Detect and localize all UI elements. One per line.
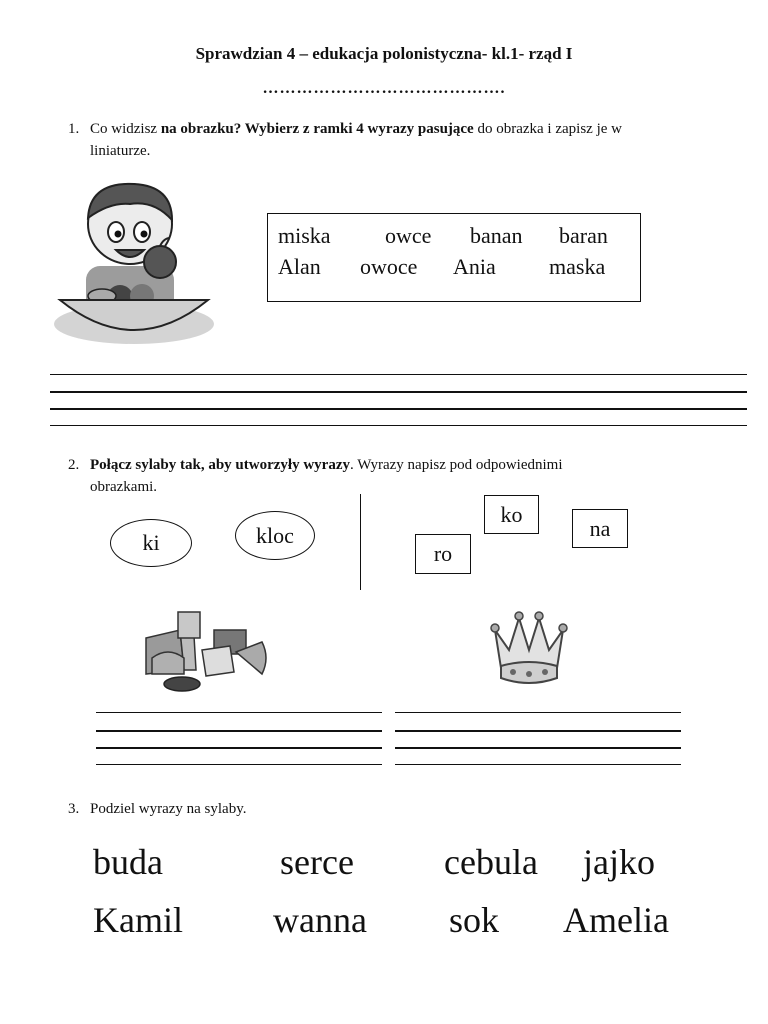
word: Ania <box>453 254 496 279</box>
task1-number: 1. <box>68 121 80 137</box>
word: owoce <box>360 254 418 279</box>
task3-number: 3. <box>68 801 80 817</box>
page-title: Sprawdzian 4 – edukacja polonistyczna- kl.1- rząd I <box>195 44 573 63</box>
writing-line[interactable] <box>50 391 747 393</box>
word: banan <box>470 223 523 248</box>
task3-word: Kamil <box>93 900 183 940</box>
syllable-box-na[interactable]: na <box>572 509 628 548</box>
writing-line[interactable] <box>96 747 382 749</box>
writing-line[interactable] <box>50 374 747 375</box>
task2-text-bold: Połącz sylaby tak, aby utworzyły wyrazy <box>90 457 350 473</box>
word-box <box>267 213 641 302</box>
name-dots: ……………………………………. <box>262 80 506 97</box>
syllable-bubble-kloc[interactable]: kloc <box>235 511 315 560</box>
task1-text-bold: na obrazku? Wybierz z ramki 4 wyrazy pasujące <box>160 121 474 137</box>
task3-word: Amelia <box>563 900 669 940</box>
writing-line[interactable] <box>50 425 747 426</box>
boy-with-fruit-bowl-image <box>50 178 218 346</box>
task2-text-2: . Wyrazy napisz pod odpowiednimi <box>349 457 563 473</box>
word: maska <box>549 254 606 279</box>
word: owce <box>385 223 432 248</box>
word: baran <box>559 223 608 248</box>
writing-line[interactable] <box>395 712 681 713</box>
word: Alan <box>278 254 321 279</box>
task1-text-2: do obrazka i zapisz je w <box>473 121 622 137</box>
writing-line[interactable] <box>50 408 747 410</box>
task2-instruction <box>68 454 728 498</box>
syllable-box-ro[interactable]: ro <box>415 534 471 574</box>
divider-vertical <box>360 494 361 590</box>
writing-line[interactable] <box>96 730 382 732</box>
writing-line[interactable] <box>395 764 681 765</box>
task3-word: serce <box>280 842 354 882</box>
blocks-image <box>134 606 274 698</box>
syllable-box-ko[interactable]: ko <box>484 495 539 534</box>
task1-text-1: Co widzisz <box>90 121 161 137</box>
syllable-bubble-ki[interactable]: ki <box>110 519 192 567</box>
task1-instruction <box>68 118 728 162</box>
task3-word: jajko <box>583 842 655 882</box>
task1-text-line2: liniaturze. <box>90 143 151 159</box>
task3-text: Podziel wyrazy na sylaby. <box>90 801 247 817</box>
task3-word: buda <box>93 842 163 882</box>
writing-line[interactable] <box>96 712 382 713</box>
task3-instruction <box>68 798 728 820</box>
task3-word: wanna <box>273 900 367 940</box>
task3-word: sok <box>449 900 500 940</box>
task2-text-line2: obrazkami. <box>90 479 158 495</box>
writing-line[interactable] <box>395 747 681 749</box>
task2-number: 2. <box>68 457 80 473</box>
writing-line[interactable] <box>96 764 382 765</box>
word: miska <box>278 223 331 248</box>
writing-line[interactable] <box>395 730 681 732</box>
task3-word: cebula <box>444 842 538 882</box>
crown-image <box>489 606 569 690</box>
